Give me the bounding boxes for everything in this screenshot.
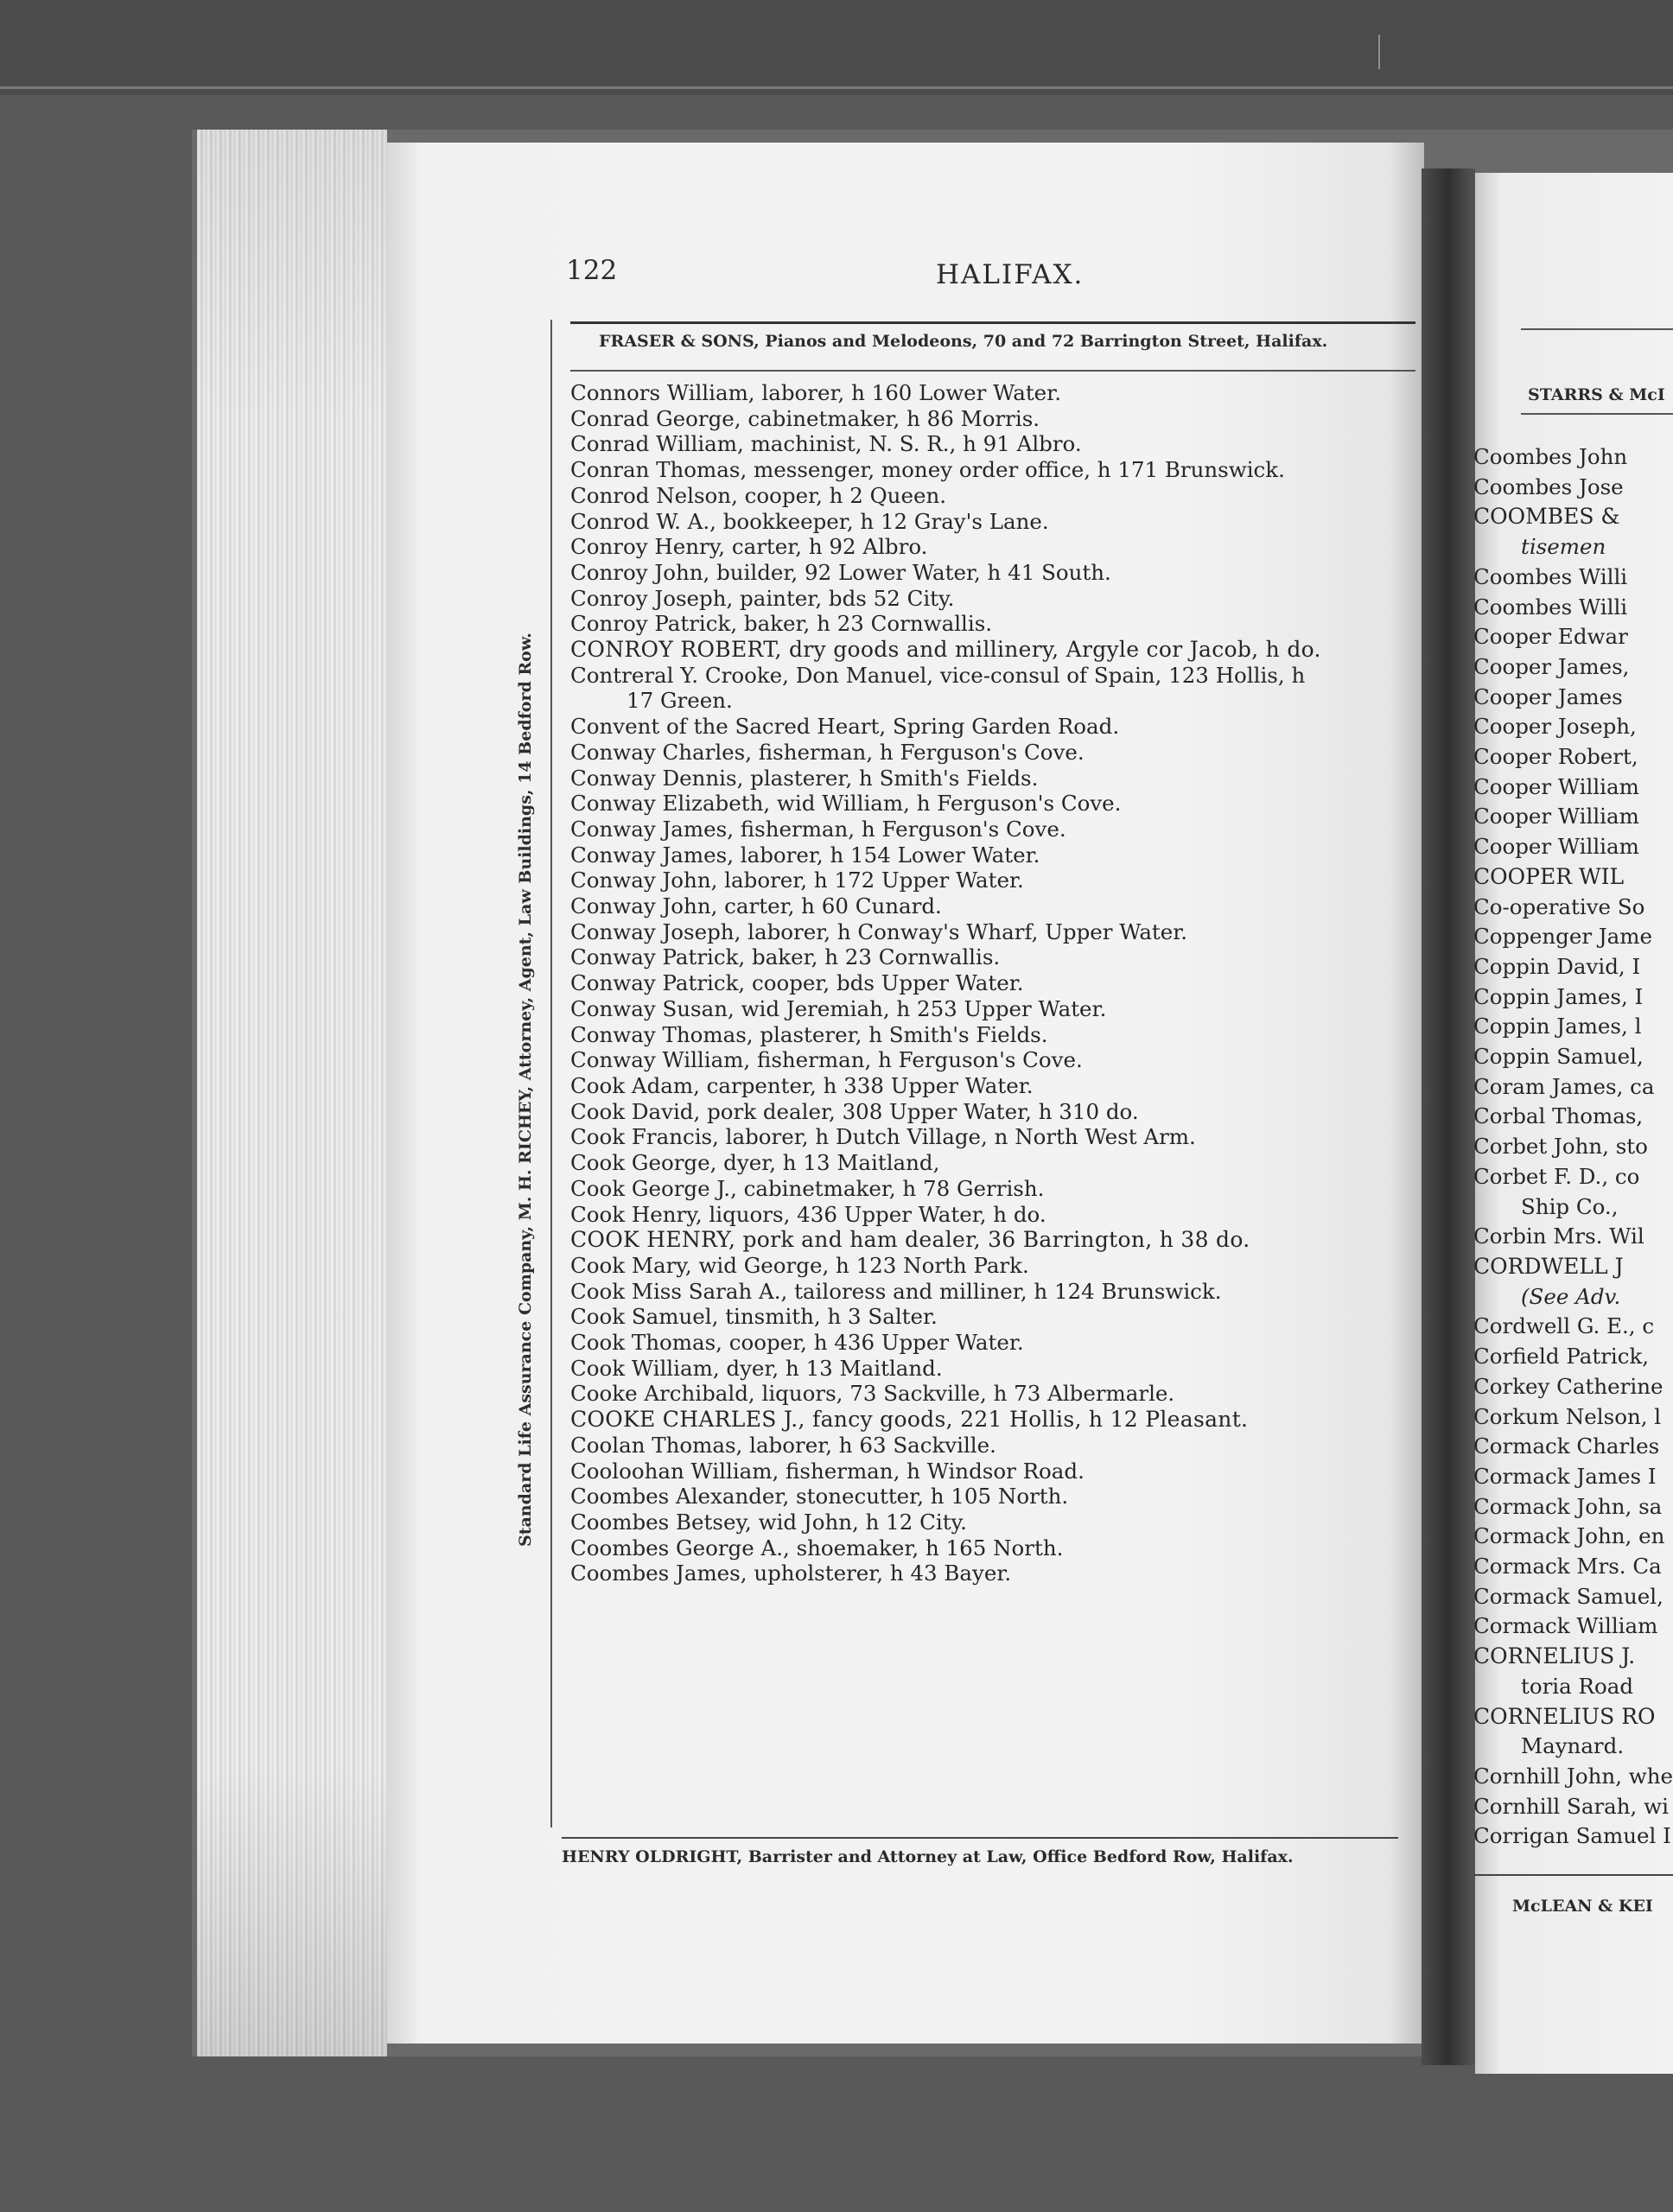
directory-entry: Coombes James, upholsterer, h 43 Bayer. <box>570 1560 1012 1586</box>
directory-entry: Coombes George A., shoemaker, h 165 North. <box>570 1535 1064 1560</box>
directory-entry: Conran Thomas, messenger, money order office, h 171 Brunswick. <box>570 457 1285 483</box>
directory-entry: Coppin David, I <box>1473 953 1641 979</box>
directory-entry: Convent of the Sacred Heart, Spring Garden Road. <box>570 714 1120 740</box>
directory-entry: COOPER WIL <box>1473 863 1625 889</box>
directory-entry: CORDWELL J <box>1473 1253 1624 1279</box>
directory-entry: Coombes Willi <box>1473 563 1628 589</box>
directory-entry: Corbal Thomas, <box>1473 1103 1644 1129</box>
directory-entry: Conroy Patrick, baker, h 23 Cornwallis. <box>570 611 993 637</box>
directory-entry: Coppin James, l <box>1473 1014 1642 1039</box>
directory-entry: Conroy John, builder, 92 Lower Water, h 41 South. <box>570 559 1111 585</box>
directory-entry: (See Adv. <box>1521 1283 1621 1309</box>
directory-entry: Coombes Alexander, stonecutter, h 105 North. <box>570 1484 1069 1510</box>
page-number: 122 <box>566 255 618 286</box>
directory-entry: Cook George, dyer, h 13 Maitland, <box>570 1150 940 1176</box>
directory-entry: Cooper William <box>1473 834 1639 860</box>
directory-entry: Conway Susan, wid Jeremiah, h 253 Upper Water. <box>570 995 1107 1021</box>
directory-entry: Corbet John, sto <box>1473 1134 1648 1160</box>
directory-entry: Cormack John, en <box>1473 1523 1665 1549</box>
right-directory-entries <box>1473 442 1673 1852</box>
directory-entry: Cook George J., cabinetmaker, h 78 Gerrish. <box>570 1175 1045 1201</box>
directory-entry: Connors William, laborer, h 160 Lower Water. <box>570 380 1061 405</box>
directory-entry: Conway Charles, fisherman, h Ferguson's Cove. <box>570 739 1085 765</box>
directory-entry: Conrod W. A., bookkeeper, h 12 Gray's Lane. <box>570 508 1049 534</box>
directory-entry: Cooper Joseph, <box>1473 714 1637 740</box>
directory-entry: CORNELIUS J. <box>1473 1643 1636 1669</box>
directory-entry: Cornhill Sarah, wi <box>1473 1793 1669 1819</box>
directory-entry: Corkey Catherine <box>1473 1373 1663 1399</box>
directory-entry: Cook Francis, laborer, h Dutch Village, n North West Arm. <box>570 1124 1196 1150</box>
header-rule <box>570 321 1415 324</box>
directory-entry: Conroy Joseph, painter, bds 52 City. <box>570 585 955 611</box>
directory-entry: toria Road <box>1521 1673 1634 1699</box>
scan-artifact <box>1378 35 1380 69</box>
right-header-rule <box>1521 328 1673 330</box>
directory-entry: Maynard. <box>1521 1733 1625 1759</box>
directory-entry: Cooper Robert, <box>1473 744 1638 770</box>
directory-entry: Cormack Charles <box>1473 1433 1660 1459</box>
directory-entry: CORNELIUS RO <box>1473 1703 1656 1729</box>
directory-entry: Coombes John <box>1473 444 1628 469</box>
directory-entry: COOKE CHARLES J., fancy goods, 221 Hollis, h 12 Pleasant. <box>570 1407 1249 1433</box>
directory-entry: Cormack William <box>1473 1613 1658 1639</box>
scanner-edge <box>0 86 1673 89</box>
directory-entry: Conway Patrick, cooper, bds Upper Water. <box>570 970 1024 996</box>
directory-entry: Conway James, fisherman, h Ferguson's Cove. <box>570 816 1066 842</box>
directory-entry: Coombes Jose <box>1473 474 1624 499</box>
directory-entry: Conway James, laborer, h 154 Lower Water. <box>570 842 1040 868</box>
right-top-advertisement: STARRS & McI <box>1528 385 1665 404</box>
directory-entry: Coolan Thomas, laborer, h 63 Sackville. <box>570 1432 996 1458</box>
directory-entry: Corfield Patrick, <box>1473 1344 1650 1370</box>
directory-entry: Conway John, laborer, h 172 Upper Water. <box>570 868 1024 893</box>
directory-entry: Coppin Samuel, <box>1473 1044 1644 1070</box>
directory-entry: Corrigan Samuel I <box>1473 1823 1671 1849</box>
directory-entry: COOMBES & <box>1473 504 1620 530</box>
directory-entry: Cooper William <box>1473 804 1639 830</box>
directory-entry: Ship Co., <box>1521 1193 1619 1219</box>
directory-entry: Cooper James <box>1473 683 1623 709</box>
directory-entry: Cook Mary, wid George, h 123 North Park. <box>570 1252 1029 1278</box>
top-advertisement: FRASER & SONS, Pianos and Melodeons, 70 and 72 Barrington Street, Halifax. <box>599 332 1328 351</box>
directory-entry: Cormack James I <box>1473 1463 1657 1489</box>
directory-entry: Corbin Mrs. Wil <box>1473 1224 1644 1249</box>
directory-entry: Conway Joseph, laborer, h Conway's Wharf, Upper Water. <box>570 918 1188 944</box>
directory-entry: Coombes Betsey, wid John, h 12 City. <box>570 1509 967 1535</box>
margin-rule <box>550 320 552 1827</box>
directory-entry: Corkum Nelson, l <box>1473 1403 1662 1429</box>
directory-entry: Cook Henry, liquors, 436 Upper Water, h do. <box>570 1201 1046 1227</box>
right-advert-rule <box>1521 413 1673 415</box>
right-footer-rule <box>1473 1874 1673 1876</box>
directory-entry: Conway Elizabeth, wid William, h Ferguson's Cove. <box>570 791 1122 817</box>
directory-entry: Conway William, fisherman, h Ferguson's Cove. <box>570 1047 1083 1073</box>
directory-entry: Cook Thomas, cooper, h 436 Upper Water. <box>570 1330 1024 1356</box>
directory-entry: Cook William, dyer, h 13 Maitland. <box>570 1355 943 1381</box>
directory-entry: Coram James, ca <box>1473 1073 1655 1099</box>
directory-entry: Cornhill John, whe <box>1473 1763 1673 1789</box>
directory-entry: tisemen <box>1521 534 1606 560</box>
directory-entry: Co-operative So <box>1473 893 1645 919</box>
directory-entry: Contreral Y. Crooke, Don Manuel, vice-consul of Spain, 123 Hollis, h <box>570 662 1306 688</box>
directory-entry: Cook David, pork dealer, 308 Upper Water, h 310 do. <box>570 1098 1139 1124</box>
directory-entry: Conway John, carter, h 60 Cunard. <box>570 893 942 919</box>
directory-entry: Conrad George, cabinetmaker, h 86 Morris. <box>570 405 1040 431</box>
directory-entry: CONROY ROBERT, dry goods and millinery, Argyle cor Jacob, h do. <box>570 637 1321 663</box>
directory-entry: Cormack Samuel, <box>1473 1583 1663 1609</box>
directory-entry: Conroy Henry, carter, h 92 Albro. <box>570 534 928 560</box>
directory-entry: Coppenger Jame <box>1473 924 1652 950</box>
directory-entry: Coppin James, I <box>1473 983 1644 1009</box>
directory-entry: Corbet F. D., co <box>1473 1163 1640 1189</box>
scanner-background <box>0 0 1673 95</box>
footer-rule <box>562 1837 1398 1839</box>
bottom-advertisement: HENRY OLDRIGHT, Barrister and Attorney at Law, Office Bedford Row, Halifax. <box>562 1847 1294 1866</box>
directory-entry: Conway Dennis, plasterer, h Smith's Fields. <box>570 765 1039 791</box>
directory-entry: Cormack Mrs. Ca <box>1473 1554 1662 1580</box>
directory-entry: Cooke Archibald, liquors, 73 Sackville, h 73 Albermarle. <box>570 1381 1175 1407</box>
directory-entry: 17 Green. <box>627 688 733 714</box>
directory-entry: Cooper Edwar <box>1473 624 1628 650</box>
directory-entry: COOK HENRY, pork and ham dealer, 36 Barrington, h 38 do. <box>570 1227 1250 1253</box>
directory-entry: Cook Adam, carpenter, h 338 Upper Water. <box>570 1072 1034 1098</box>
directory-entry: Cordwell G. E., c <box>1473 1313 1655 1339</box>
directory-entry: Conrod Nelson, cooper, h 2 Queen. <box>570 482 947 508</box>
directory-entry: Cook Samuel, tinsmith, h 3 Salter. <box>570 1304 938 1330</box>
directory-entry: Coombes Willi <box>1473 594 1628 620</box>
page-edges-shadow <box>197 130 387 2056</box>
directory-entries <box>570 380 1434 1586</box>
directory-entry: Cooper William <box>1473 773 1639 799</box>
directory-entry: Conway Thomas, plasterer, h Smith's Fields. <box>570 1021 1048 1047</box>
side-advertisement: Standard Life Assurance Company, M. H. RICHEY, Attorney, Agent, Law Buildings, 14 Bedford Row. <box>516 632 535 1547</box>
advert-rule <box>570 370 1415 372</box>
directory-entry: Conway Patrick, baker, h 23 Cornwallis. <box>570 944 1001 970</box>
right-bottom-advertisement: McLEAN & KEI <box>1512 1897 1653 1916</box>
directory-entry: Cooper James, <box>1473 653 1630 679</box>
directory-entry: Cormack John, sa <box>1473 1493 1663 1519</box>
directory-entry: Cooloohan William, fisherman, h Windsor Road. <box>570 1458 1085 1484</box>
running-head: HALIFAX. <box>936 259 1085 290</box>
directory-entry: Cook Miss Sarah A., tailoress and milliner, h 124 Brunswick. <box>570 1278 1222 1304</box>
directory-entry: Conrad William, machinist, N. S. R., h 91 Albro. <box>570 431 1082 457</box>
